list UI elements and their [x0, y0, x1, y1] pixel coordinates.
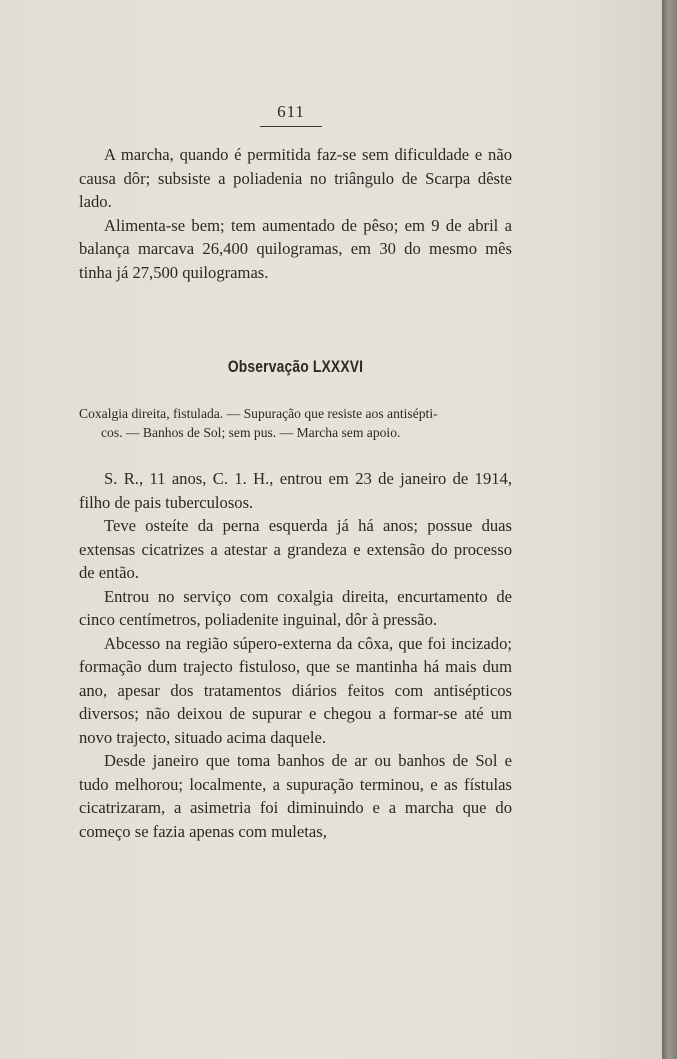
paragraph: Entrou no serviço com coxalgia direita, encurtamento de cinco centímetros, poliadenite inguinal, dôr à pressão. [79, 586, 512, 629]
case-text-block [79, 467, 512, 843]
paragraph: Desde janeiro que toma banhos de ar ou banhos de Sol e tudo melhorou; localmente, a supuração terminou, e as fístulas cicatrizaram, a asimetria foi diminuindo e a marcha que do começo se fazia apenas com muletas, [79, 751, 512, 841]
observation-summary [79, 404, 512, 442]
paragraph: Teve osteíte da perna esquerda já há anos; possue duas extensas cicatrizes a atestar a grandeza e extensão do processo de então. [79, 516, 512, 582]
summary-line: Coxalgia direita, fistulada. — Supuração que resiste aos antisépti- [79, 406, 438, 421]
summary-line: cos. — Banhos de Sol; sem pus. — Marcha sem apoio. [101, 425, 401, 440]
top-text-block [79, 143, 512, 284]
paragraph: Abcesso na região súpero-externa da côxa, que foi incizado; formação dum trajecto fistuloso, que se mantinha há mais dum ano, apesar dos tratamentos diários feitos com antisépticos diversos; não deixou de supurar e chegou a formar-se até um novo trajecto, situado acima daquele. [79, 633, 512, 747]
page-number: 611 [260, 102, 322, 127]
page-edge [662, 0, 677, 1059]
paragraph: A marcha, quando é permitida faz-se sem dificuldade e não causa dôr; subsiste a poliadenia no triângulo de Scarpa dêste lado. [79, 145, 512, 211]
observation-title: Observação LXXXVI [227, 358, 364, 376]
paragraph: S. R., 11 anos, C. 1. H., entrou em 23 de janeiro de 1914, filho de pais tuberculosos. [79, 469, 512, 512]
paragraph: Alimenta-se bem; tem aumentado de pêso; em 9 de abril a balança marcava 26,400 quilogramas, em 30 do mesmo mês tinha já 27,500 quilogramas. [79, 215, 512, 282]
